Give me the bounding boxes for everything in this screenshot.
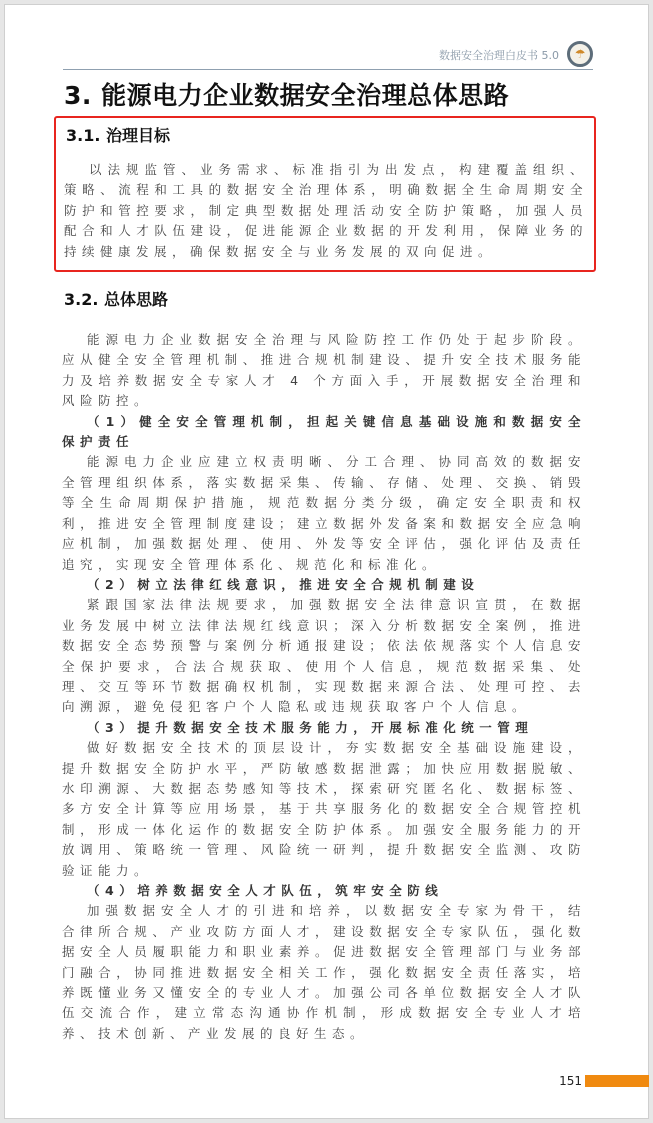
running-header: 数据安全治理白皮书 5.0	[439, 49, 559, 62]
paragraph: 紧跟国家法律法规要求，加强数据安全法律意识宣贯，在数据业务发展中树立法律法规红线意识；深入分析数据安全案例，推进数据安全态势预警与案例分析通报建设；依法依规落实个人信息安全保护要求，合法合规获取、使用个人信息，规范数据采集、处理、交互等环节数据确权机制，实现数据来源合法、处理可控、去向溯源，避免侵犯客户个人隐私或违规获取客户个人信息。	[62, 597, 586, 715]
page-footer	[5, 1074, 648, 1088]
paragraph: 能源电力企业数据安全治理与风险防控工作仍处于起步阶段。应从健全安全管理机制、推进合规机制建设、提升安全技术服务能力及培养数据安全专家人才 4 个方面入手，开展数据安全治理和风险防控。	[62, 332, 586, 409]
section-3-2-body	[62, 330, 586, 1044]
item-heading: （4）培养数据安全人才队伍，筑牢安全防线	[87, 883, 444, 898]
paragraph: 做好数据安全技术的顶层设计，夯实数据安全基础设施建设，提升数据安全防护水平，严防敏感数据泄露；加快应用数据脱敏、水印溯源、大数据态势感知等技术，探索研究匿名化、数据标签、多方安全计算等应用场景，基于共享服务化的数据安全合规管控机制，形成一体化运作的数据安全防护体系。加强安全服务能力的开放调用、策略统一管理、风险统一研判，提升数据安全监测、攻防验证能力。	[62, 740, 586, 878]
section-3-2	[62, 288, 590, 1044]
section-3-1-body	[64, 160, 588, 262]
paragraph: 加强数据安全人才的引进和培养，以数据安全专家为骨干，结合律所合规、产业攻防方面人才，建设数据安全专家队伍，强化数据安全人员履职能力和职业素养。促进数据安全管理部门与业务部门融合，协同推进数据安全相关工作，强化数据安全责任落实，培养既懂业务又懂安全的专业人才。加强公司各单位数据安全人才队伍交流合作，建立常态沟通协作机制，形成数据安全专业人才培养、技术创新、产业发展的良好生态。	[62, 903, 586, 1041]
item-heading: （1）健全安全管理机制，担起关键信息基础设施和数据安全保护责任	[62, 413, 586, 450]
section-heading-3-2: 3.2. 总体思路	[64, 290, 168, 310]
chapter-title: 3. 能源电力企业数据安全治理总体思路	[64, 81, 510, 110]
running-header-bar	[63, 41, 593, 70]
item-heading: （3）提升数据安全技术服务能力，开展标准化统一管理	[87, 719, 534, 735]
umbrella-seal-icon: ☂	[567, 41, 593, 67]
page-number: 151	[559, 1074, 582, 1089]
paragraph: 能源电力企业应建立权责明晰、分工合理、协同高效的数据安全管理组织体系，落实数据采集、传输、存储、处理、交换、销毁等全生命周期保护措施，规范数据分类分级，确定安全职责和权利，推进安全管理制度建设；建立数据外发备案和数据安全应急响应机制，加强数据处理、使用、外发等安全评估，强化评估及责任追究，实现安全管理体系化、规范化和标准化。	[62, 454, 586, 572]
page-accent-bar	[585, 1075, 649, 1087]
page-content	[62, 80, 590, 1044]
item-heading: （2）树立法律红线意识，推进安全合规机制建设	[87, 576, 480, 592]
paragraph: 以法规监管、业务需求、标准指引为出发点，构建覆盖组织、策略、流程和工具的数据安全治理体系，明确数据全生命周期安全防护和管控要求，制定典型数据处理活动安全防护策略，加强人员配合和人才队伍建设，促进能源企业数据的开发利用，保障业务的持续健康发展，确保数据安全与业务发展的双向促进。	[64, 162, 588, 259]
document-page	[4, 4, 649, 1119]
section-heading-3-1: 3.1. 治理目标	[66, 126, 170, 145]
highlight-box	[54, 116, 596, 272]
